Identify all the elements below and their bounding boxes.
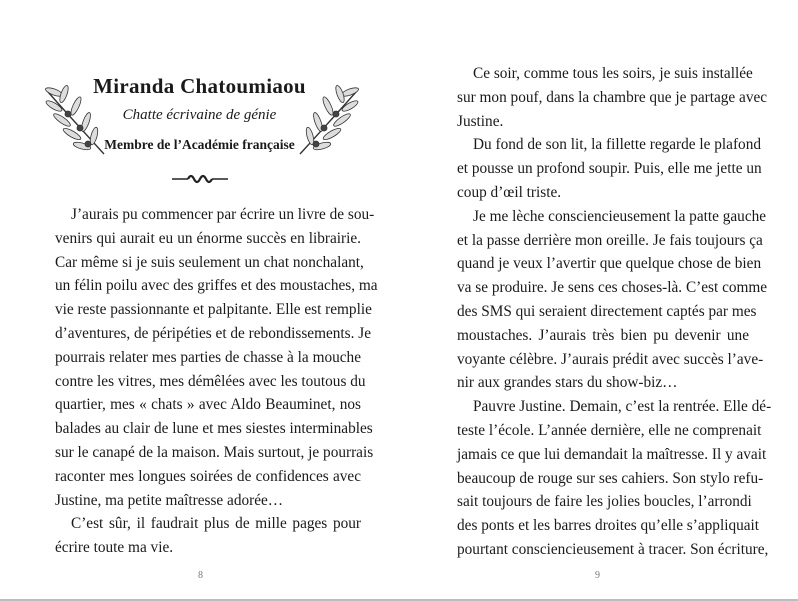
text-line: venirs qui aurait eu un énorme succès en librairie. bbox=[55, 229, 361, 247]
text-line: des ponts et les barres droites qu’elle s’appliquait bbox=[457, 517, 760, 535]
text-line: quartier, mes « chats » avec Aldo Beauminet, nos bbox=[55, 396, 361, 414]
left-page bbox=[0, 0, 399, 598]
text-line: un félin poilu avec des griffes et des moustaches, ma bbox=[55, 277, 378, 295]
author-name: Miranda Chatoumiaou bbox=[93, 74, 306, 98]
text-line: teste l’école. L’année dernière, elle ne comprenait bbox=[457, 421, 762, 439]
text-line: balades au clair de lune et mes siestes interminables bbox=[55, 420, 373, 438]
text-line: et pousse un profond soupir. Puis, elle me jette un bbox=[457, 160, 762, 178]
text-line: sur mon pouf, dans la chambre que je partage avec bbox=[457, 88, 768, 106]
text-line: beaucoup de rouge sur ses cahiers. Son stylo refu- bbox=[457, 469, 764, 487]
text-line: d’aventures, de péripéties et de rebondissements. Je bbox=[55, 324, 372, 342]
text-line: Du fond de son lit, la fillette regarde le plafond bbox=[473, 136, 761, 154]
text-line: quand je veux l’avertir que quelque chose de bien bbox=[457, 255, 762, 273]
text-line: Justine. bbox=[457, 112, 504, 130]
ornament-flourish-icon bbox=[170, 173, 230, 185]
text-line: Pauvre Justine. Demain, c’est la rentrée. Elle dé- bbox=[473, 398, 772, 416]
text-line: des SMS qui seraient directement captés par mes bbox=[457, 302, 757, 320]
author-membership: Membre de l’Académie française bbox=[104, 137, 295, 152]
text-line: Je me lèche consciencieusement la patte gauche bbox=[473, 207, 767, 225]
page-number: 8 bbox=[198, 570, 203, 581]
text-line: Ce soir, comme tous les soirs, je suis installée bbox=[473, 65, 753, 82]
author-subtitle: Chatte écrivaine de génie bbox=[122, 107, 277, 123]
right-page bbox=[399, 0, 798, 598]
text-line: J’aurais pu commencer par écrire un livre de sou- bbox=[71, 206, 375, 223]
text-line: voyante célèbre. J’aurais prédit avec succès l’ave- bbox=[457, 350, 764, 368]
page-number: 9 bbox=[595, 570, 600, 581]
text-line: écrire toute ma vie. bbox=[55, 539, 174, 557]
text-line: va se produire. Je sens ces choses-là. C’est comme bbox=[457, 279, 768, 297]
body-text bbox=[457, 62, 772, 562]
text-line: Justine, ma petite maîtresse adorée… bbox=[55, 491, 284, 509]
text-line: sur le canapé de la maison. Mais surtout, je pourrais bbox=[55, 443, 374, 461]
text-line: raconter mes longues soirées de confidences avec bbox=[55, 467, 361, 485]
body-text bbox=[55, 203, 378, 560]
text-line: Car même si je suis seulement un chat nonchalant, bbox=[55, 253, 364, 271]
text-line: pourtant consciencieusement à tracer. Son écriture, bbox=[457, 540, 769, 558]
text-line: pourrais relater mes parties de chasse à la mouche bbox=[55, 348, 361, 366]
text-line: coup d’œil triste. bbox=[457, 183, 562, 201]
text-line: jamais ce que lui demandait la maîtresse. Il y avait bbox=[457, 445, 767, 463]
text-line: C’est sûr, il faudrait plus de mille pages pour bbox=[71, 515, 361, 533]
text-line: moustaches. J’aurais très bien pu devenir une bbox=[457, 326, 749, 344]
text-line: vie reste passionnante et palpitante. Elle est remplie bbox=[55, 301, 372, 319]
text-line: nir aux grandes stars du show-biz… bbox=[457, 374, 678, 392]
text-line: contre les vitres, mes démêlées avec les toutous du bbox=[55, 372, 366, 390]
text-line: sait toujours de faire les jolies boucles, l’arrondi bbox=[457, 493, 752, 511]
text-line: et la passe derrière mon oreille. Je fais toujours ça bbox=[457, 231, 763, 249]
